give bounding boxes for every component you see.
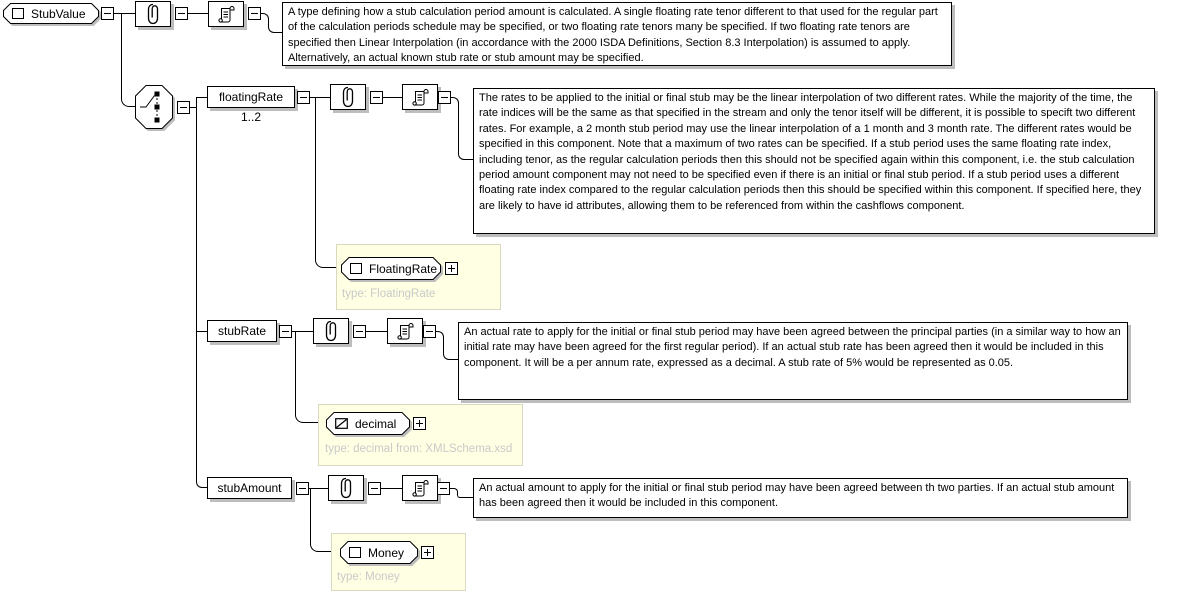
connector-line xyxy=(261,13,269,24)
connector-line xyxy=(121,13,135,107)
connector-line xyxy=(443,343,458,360)
documentation-text: An actual rate to apply for the initial or final stub period may have been agreed between the principal parties (in a similar way to how an initial rate may have been agreed for the first regular period). If an actual stub rate has been agreed then it would be included in this component. It will be a per annum rate, expressed as a decimal. A stub rate of 5% would be represented as 0.05. xyxy=(464,326,1121,369)
connector-line xyxy=(196,97,207,98)
annotation-box[interactable] xyxy=(402,475,438,501)
minus-toggle[interactable] xyxy=(370,91,383,104)
connector-line xyxy=(196,480,207,488)
minus-toggle[interactable] xyxy=(353,325,366,338)
element-label: stubAmount xyxy=(217,481,282,495)
paperclip-icon xyxy=(145,3,161,25)
connector-line xyxy=(315,97,341,268)
element-stubvalue[interactable] xyxy=(3,3,99,24)
connector-line xyxy=(196,97,197,481)
scroll-icon xyxy=(216,4,236,24)
type-note: type: decimal from: XMLSchema.xsd xyxy=(325,443,513,455)
documentation-box xyxy=(282,2,952,66)
element-floatingrate[interactable] xyxy=(207,86,295,108)
choice-icon xyxy=(135,85,173,129)
type-note: type: FloatingRate xyxy=(342,288,436,300)
connector-line xyxy=(196,331,207,332)
type-ref-decimal[interactable] xyxy=(326,412,410,435)
annotation-box[interactable] xyxy=(402,84,438,110)
plus-toggle[interactable] xyxy=(445,262,458,275)
slashed-square-icon xyxy=(335,418,348,429)
documentation-text: The rates to be applied to the initial or final stub may be the linear interpolation of two different rates. While the majority of the time, the rate indices will be the same as that specified in the stream and only the tenor itself will be different, it is possible to specift two different rates. For example, a 2 month stub period may use the linear interpolation of a 1 month and 3 month rate. The different rates would be specified in this component. Note that a maximum of two rates can be specified. If a stub period uses the same floating rate index, including tenor, as the regular calculation periods then this should not be specified again within this component, i.e. the stub calculation period amount component may not need to be specified even if there is an initial or final stub period. If a stub period uses a different floating rate index compared to the regular calculation periods then this should be specified within this component. If specified here, they are likely to have id attributes, allowing them to be referenced from within the cashflows component. xyxy=(479,92,1142,212)
minus-toggle[interactable] xyxy=(437,482,450,495)
element-stubamount[interactable] xyxy=(207,477,292,499)
minus-toggle[interactable] xyxy=(248,7,261,20)
connector-line xyxy=(268,24,282,33)
scroll-icon xyxy=(395,321,415,341)
type-ref-label: FloatingRate xyxy=(369,261,438,276)
annotation-box[interactable] xyxy=(208,1,244,27)
connector-line xyxy=(188,13,208,14)
minus-toggle[interactable] xyxy=(368,482,381,495)
documentation-text: A type defining how a stub calculation period amount is calculated. A single floating rate tenor different to that used for the regular part of the calculation periods schedule may be specified, or two floating rate tenors many be specified. If two floating rate tenors are specified then Linear Interpolation (in accordance with the 2000 ISDA Definitions, Section 8.3 Interpolation) is assumed to apply. Alternatively, an actual known stub rate or stub amount may be specified. xyxy=(288,6,938,65)
minus-toggle[interactable] xyxy=(175,7,188,20)
attributes-box[interactable] xyxy=(135,1,171,27)
connector-line xyxy=(451,97,459,107)
element-label: stubRate xyxy=(217,324,267,338)
connector-line xyxy=(458,107,473,160)
plus-toggle[interactable] xyxy=(421,546,434,559)
type-ref-label: Money xyxy=(368,545,405,560)
square-icon xyxy=(12,8,24,19)
paperclip-icon xyxy=(340,86,356,108)
type-note: type: Money xyxy=(337,571,400,583)
connector-line xyxy=(383,97,402,98)
connector-line xyxy=(436,331,444,343)
element-label: floatingRate xyxy=(218,90,284,104)
element-stubrate[interactable] xyxy=(207,320,277,342)
plus-toggle[interactable] xyxy=(413,417,426,430)
documentation-box xyxy=(458,322,1128,400)
documentation-box xyxy=(473,478,1128,518)
scroll-icon xyxy=(410,87,430,107)
minus-toggle[interactable] xyxy=(101,7,114,20)
minus-toggle[interactable] xyxy=(177,101,190,114)
minus-toggle[interactable] xyxy=(423,325,436,338)
choice-compositor[interactable] xyxy=(135,85,173,129)
element-label: StubValue xyxy=(31,6,86,21)
type-ref-money[interactable] xyxy=(340,541,418,564)
annotation-box[interactable] xyxy=(387,318,423,344)
square-icon xyxy=(349,547,361,558)
minus-toggle[interactable] xyxy=(297,91,310,104)
minus-toggle[interactable] xyxy=(279,325,292,338)
connector-line xyxy=(457,494,473,498)
square-icon xyxy=(350,263,362,274)
documentation-box xyxy=(473,88,1155,234)
documentation-text: An actual amount to apply for the initial or final stub period may have been agreed between th two parties. If an actual stub amount has been agreed then it would be included in this component. xyxy=(479,482,1115,510)
type-ref-floatingrate[interactable] xyxy=(341,257,441,280)
minus-toggle[interactable] xyxy=(438,91,451,104)
cardinality-label: 1..2 xyxy=(240,110,261,124)
connector-line xyxy=(366,331,387,332)
connector-line xyxy=(381,488,402,489)
type-ref-label: decimal xyxy=(355,416,397,431)
scroll-icon xyxy=(410,478,430,498)
minus-toggle[interactable] xyxy=(296,482,309,495)
